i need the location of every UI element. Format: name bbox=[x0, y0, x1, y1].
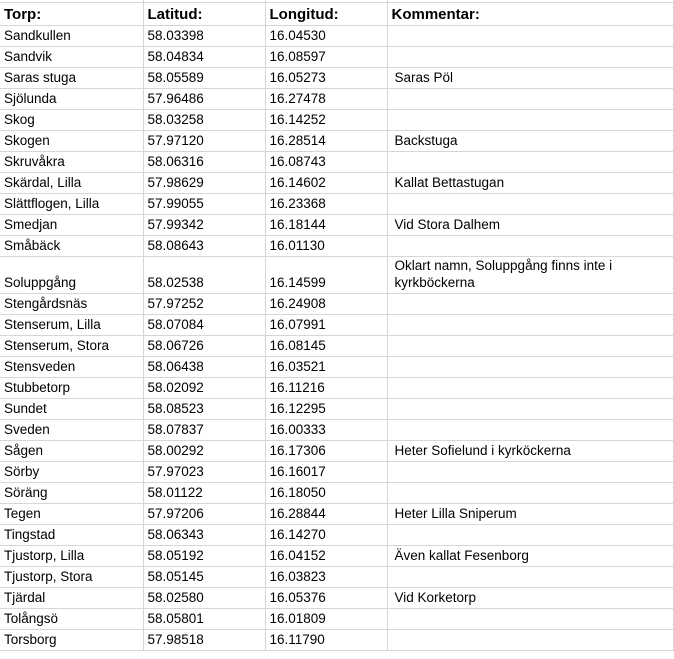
table-row bbox=[0, 441, 673, 462]
table-row bbox=[0, 215, 673, 236]
table-row bbox=[0, 315, 673, 336]
cell-latitud[interactable]: 58.04834 bbox=[143, 47, 265, 68]
cell-latitud[interactable]: 58.05589 bbox=[143, 68, 265, 89]
cell-torp[interactable]: Stubbetorp bbox=[0, 378, 143, 399]
cell-kommentar[interactable]: Heter Sofielund i kyrköckerna bbox=[387, 441, 673, 462]
cell-latitud[interactable]: 58.01122 bbox=[143, 483, 265, 504]
table-row bbox=[0, 399, 673, 420]
column-header-torp[interactable]: Torp: bbox=[0, 3, 143, 26]
cell-kommentar[interactable] bbox=[387, 630, 673, 651]
cell-torp[interactable]: Saras stuga bbox=[0, 68, 143, 89]
column-header-latitud[interactable]: Latitud: bbox=[143, 3, 265, 26]
table-row bbox=[0, 420, 673, 441]
cell-longitud[interactable]: 16.14602 bbox=[265, 173, 387, 194]
table-row bbox=[0, 236, 673, 257]
cell-torp[interactable]: Sågen bbox=[0, 441, 143, 462]
cell-kommentar[interactable] bbox=[387, 567, 673, 588]
cell-torp[interactable]: Sandvik bbox=[0, 47, 143, 68]
cell-longitud[interactable]: 16.16017 bbox=[265, 462, 387, 483]
cell-longitud[interactable]: 16.08743 bbox=[265, 152, 387, 173]
cell-latitud[interactable]: 58.02538 bbox=[143, 257, 265, 294]
cell-kommentar[interactable] bbox=[387, 294, 673, 315]
cell-kommentar[interactable] bbox=[387, 315, 673, 336]
cell-kommentar[interactable]: Kallat Bettastugan bbox=[387, 173, 673, 194]
table-row bbox=[0, 294, 673, 315]
cell-latitud[interactable]: 57.96486 bbox=[143, 89, 265, 110]
table-row bbox=[0, 588, 673, 609]
cell-longitud[interactable]: 16.04530 bbox=[265, 26, 387, 47]
cell-kommentar[interactable] bbox=[387, 194, 673, 215]
table-row bbox=[0, 567, 673, 588]
cell-latitud[interactable]: 58.02092 bbox=[143, 378, 265, 399]
cell-latitud[interactable]: 58.02580 bbox=[143, 588, 265, 609]
cell-kommentar[interactable]: Vid Korketorp bbox=[387, 588, 673, 609]
cell-torp[interactable]: Sörby bbox=[0, 462, 143, 483]
cell-torp[interactable]: Skogen bbox=[0, 131, 143, 152]
cell-torp[interactable]: Stenserum, Lilla bbox=[0, 315, 143, 336]
cell-longitud[interactable]: 16.18050 bbox=[265, 483, 387, 504]
table-row bbox=[0, 504, 673, 525]
table-row bbox=[0, 546, 673, 567]
cell-longitud[interactable]: 16.01809 bbox=[265, 609, 387, 630]
cell-latitud[interactable]: 58.05145 bbox=[143, 567, 265, 588]
table-row bbox=[0, 110, 673, 131]
cell-torp[interactable]: Stengårdsnäs bbox=[0, 294, 143, 315]
cell-kommentar[interactable]: Heter Lilla Sniperum bbox=[387, 504, 673, 525]
column-header-longitud[interactable]: Longitud: bbox=[265, 3, 387, 26]
cell-kommentar[interactable] bbox=[387, 525, 673, 546]
cell-longitud[interactable]: 16.28844 bbox=[265, 504, 387, 525]
table-row bbox=[0, 47, 673, 68]
cell-kommentar[interactable] bbox=[387, 110, 673, 131]
cell-latitud[interactable]: 58.06438 bbox=[143, 357, 265, 378]
cell-torp[interactable]: Småbäck bbox=[0, 236, 143, 257]
cell-kommentar[interactable] bbox=[387, 462, 673, 483]
cell-latitud[interactable]: 58.07084 bbox=[143, 315, 265, 336]
cell-latitud[interactable]: 58.05192 bbox=[143, 546, 265, 567]
cell-kommentar[interactable] bbox=[387, 378, 673, 399]
cell-longitud[interactable]: 16.08597 bbox=[265, 47, 387, 68]
table-row bbox=[0, 357, 673, 378]
cell-latitud[interactable]: 57.98629 bbox=[143, 173, 265, 194]
cell-torp[interactable]: Skog bbox=[0, 110, 143, 131]
table-row bbox=[0, 194, 673, 215]
cell-longitud[interactable]: 16.14252 bbox=[265, 110, 387, 131]
table-row bbox=[0, 630, 673, 651]
cell-longitud[interactable]: 16.12295 bbox=[265, 399, 387, 420]
table-row bbox=[0, 336, 673, 357]
cell-longitud[interactable]: 16.00333 bbox=[265, 420, 387, 441]
cell-latitud[interactable]: 58.06316 bbox=[143, 152, 265, 173]
table-row bbox=[0, 68, 673, 89]
cell-latitud[interactable]: 58.00292 bbox=[143, 441, 265, 462]
cell-kommentar[interactable] bbox=[387, 236, 673, 257]
cell-torp[interactable]: Stensveden bbox=[0, 357, 143, 378]
cell-kommentar[interactable]: Backstuga bbox=[387, 131, 673, 152]
cell-kommentar[interactable] bbox=[387, 399, 673, 420]
cell-longitud[interactable]: 16.08145 bbox=[265, 336, 387, 357]
cell-latitud[interactable]: 57.97120 bbox=[143, 131, 265, 152]
table-row bbox=[0, 378, 673, 399]
cell-latitud[interactable]: 58.03398 bbox=[143, 26, 265, 47]
cell-kommentar[interactable] bbox=[387, 89, 673, 110]
cell-torp[interactable]: Tjärdal bbox=[0, 588, 143, 609]
cell-kommentar[interactable]: Vid Stora Dalhem bbox=[387, 215, 673, 236]
cell-longitud[interactable]: 16.14599 bbox=[265, 257, 387, 294]
cell-latitud[interactable]: 58.08643 bbox=[143, 236, 265, 257]
table-header bbox=[0, 0, 673, 26]
cell-torp[interactable]: Söräng bbox=[0, 483, 143, 504]
cell-latitud[interactable]: 57.97252 bbox=[143, 294, 265, 315]
cell-longitud[interactable]: 16.18144 bbox=[265, 215, 387, 236]
cell-longitud[interactable]: 16.14270 bbox=[265, 525, 387, 546]
cell-kommentar[interactable] bbox=[387, 336, 673, 357]
cell-torp[interactable]: Soluppgång bbox=[0, 257, 143, 294]
cell-torp[interactable]: Sundet bbox=[0, 399, 143, 420]
cell-kommentar[interactable] bbox=[387, 152, 673, 173]
cell-kommentar[interactable] bbox=[387, 420, 673, 441]
cell-torp[interactable]: Smedjan bbox=[0, 215, 143, 236]
cell-longitud[interactable]: 16.23368 bbox=[265, 194, 387, 215]
cell-longitud[interactable]: 16.03521 bbox=[265, 357, 387, 378]
cell-latitud[interactable]: 57.99055 bbox=[143, 194, 265, 215]
cell-longitud[interactable]: 16.05376 bbox=[265, 588, 387, 609]
cell-latitud[interactable]: 57.97206 bbox=[143, 504, 265, 525]
table-row bbox=[0, 525, 673, 546]
cell-latitud[interactable]: 58.06343 bbox=[143, 525, 265, 546]
cell-torp[interactable]: Tegen bbox=[0, 504, 143, 525]
table-row bbox=[0, 89, 673, 110]
cell-torp[interactable]: Stenserum, Stora bbox=[0, 336, 143, 357]
cell-latitud[interactable]: 58.05801 bbox=[143, 609, 265, 630]
cell-kommentar[interactable]: Oklart namn, Soluppgång finns inte i kyrkböckerna bbox=[387, 257, 673, 294]
table-row bbox=[0, 462, 673, 483]
table-row bbox=[0, 131, 673, 152]
cell-torp[interactable]: Sveden bbox=[0, 420, 143, 441]
cell-kommentar[interactable] bbox=[387, 483, 673, 504]
cell-torp[interactable]: Slättflogen, Lilla bbox=[0, 194, 143, 215]
cell-torp[interactable]: Tolångsö bbox=[0, 609, 143, 630]
table-row bbox=[0, 483, 673, 504]
cell-longitud[interactable]: 16.11790 bbox=[265, 630, 387, 651]
cell-longitud[interactable]: 16.17306 bbox=[265, 441, 387, 462]
cell-latitud[interactable]: 58.07837 bbox=[143, 420, 265, 441]
table-row bbox=[0, 26, 673, 47]
cell-latitud[interactable]: 58.06726 bbox=[143, 336, 265, 357]
cell-latitud[interactable]: 57.97023 bbox=[143, 462, 265, 483]
header-row bbox=[0, 3, 673, 26]
column-header-kommentar[interactable]: Kommentar: bbox=[387, 3, 673, 26]
cell-longitud[interactable]: 16.04152 bbox=[265, 546, 387, 567]
cell-kommentar[interactable]: Även kallat Fesenborg bbox=[387, 546, 673, 567]
table-row bbox=[0, 257, 673, 294]
cell-kommentar[interactable] bbox=[387, 609, 673, 630]
cell-latitud[interactable]: 57.98518 bbox=[143, 630, 265, 651]
table-row bbox=[0, 173, 673, 194]
cell-kommentar[interactable] bbox=[387, 26, 673, 47]
cell-longitud[interactable]: 16.28514 bbox=[265, 131, 387, 152]
cell-torp[interactable]: Skärdal, Lilla bbox=[0, 173, 143, 194]
cell-torp[interactable]: Tjustorp, Lilla bbox=[0, 546, 143, 567]
cell-torp[interactable]: Sjölunda bbox=[0, 89, 143, 110]
cell-torp[interactable]: Tjustorp, Stora bbox=[0, 567, 143, 588]
cell-torp[interactable]: Sandkullen bbox=[0, 26, 143, 47]
cell-torp[interactable]: Torsborg bbox=[0, 630, 143, 651]
cell-longitud[interactable]: 16.05273 bbox=[265, 68, 387, 89]
cell-torp[interactable]: Tingstad bbox=[0, 525, 143, 546]
table-body bbox=[0, 26, 673, 651]
cell-longitud[interactable]: 16.03823 bbox=[265, 567, 387, 588]
cell-torp[interactable]: Skruvåkra bbox=[0, 152, 143, 173]
cell-latitud[interactable]: 58.03258 bbox=[143, 110, 265, 131]
cell-latitud[interactable]: 58.08523 bbox=[143, 399, 265, 420]
cell-kommentar[interactable]: Saras Pöl bbox=[387, 68, 673, 89]
cell-longitud[interactable]: 16.01130 bbox=[265, 236, 387, 257]
cell-kommentar[interactable] bbox=[387, 357, 673, 378]
cell-longitud[interactable]: 16.27478 bbox=[265, 89, 387, 110]
cell-longitud[interactable]: 16.11216 bbox=[265, 378, 387, 399]
table-row bbox=[0, 152, 673, 173]
table-row bbox=[0, 609, 673, 630]
cell-longitud[interactable]: 16.24908 bbox=[265, 294, 387, 315]
cell-longitud[interactable]: 16.07991 bbox=[265, 315, 387, 336]
cell-kommentar[interactable] bbox=[387, 47, 673, 68]
cell-latitud[interactable]: 57.99342 bbox=[143, 215, 265, 236]
